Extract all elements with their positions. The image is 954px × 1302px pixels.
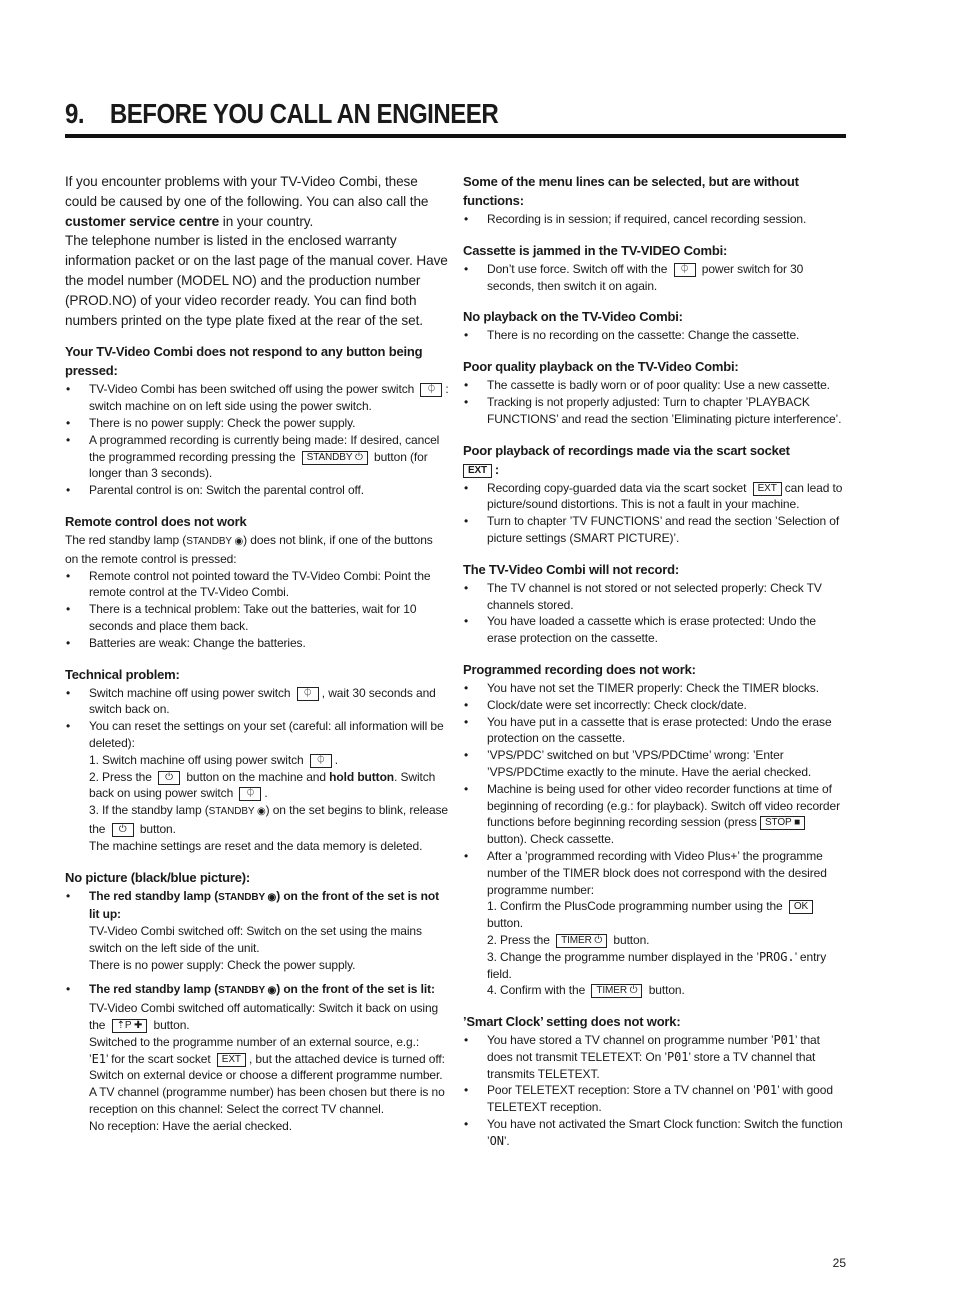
- standby-icon: ⏻: [112, 823, 134, 837]
- section-scart-playback: [463, 441, 847, 547]
- page-number: 25: [832, 1256, 846, 1270]
- section-heading: No picture (black/blue picture):: [65, 869, 251, 885]
- power-switch-icon: ⏀: [674, 263, 696, 277]
- timer-key-icon: TIMER ⏻: [556, 934, 607, 948]
- list-item: • The cassette is badly worn or of poor quality: Use a new cassette.: [463, 377, 847, 394]
- section-technical-problem: [65, 665, 449, 855]
- standby-lamp-icon: STANDBY ◉: [218, 985, 277, 997]
- list-item: • Tracking is not properly adjusted: Turn to chapter ’PLAYBACK FUNCTIONS’ and read the section ’Eliminating picture interference’.: [463, 394, 847, 428]
- timer-key-icon: TIMER ⏻: [591, 984, 642, 998]
- ok-key-icon: OK: [789, 900, 813, 914]
- section-heading: Some of the menu lines can be selected, but are without functions:: [463, 174, 799, 208]
- power-switch-icon: ⏀: [310, 754, 332, 768]
- list-item: • You have not activated the Smart Clock function: Switch the function ’ON’.: [463, 1116, 847, 1150]
- section-smart-clock: [463, 1012, 847, 1150]
- list-item: • Clock/date were set incorrectly: Check clock/date.: [463, 697, 847, 714]
- page-title: 9. BEFORE YOU CALL AN ENGINEER: [65, 98, 499, 129]
- section-programmed-recording: [463, 660, 847, 999]
- stop-key-icon: STOP ■: [760, 816, 805, 830]
- section-no-response: [65, 342, 449, 499]
- list-item: • ’VPS/PDC’ switched on but ’VPS/PDCtime’ wrong: ’Enter ’VPS/PDCtime exactly to the minute. Have the aerial checked.: [463, 747, 847, 781]
- section-will-not-record: [463, 560, 847, 647]
- list-item: • The TV channel is not stored or not selected properly: Check TV channels stored.: [463, 580, 847, 614]
- section-heading: Poor playback of recordings made via the scart socket EXT :: [463, 442, 790, 477]
- standby-key-icon: STANDBY ⏻: [302, 451, 368, 465]
- section-heading: No playback on the TV-Video Combi:: [463, 309, 683, 325]
- section-heading: Remote control does not work: [65, 513, 247, 529]
- power-switch-icon: ⏀: [239, 787, 261, 801]
- power-switch-icon: ⏀: [420, 383, 442, 397]
- standby-lamp-icon: STANDBY ◉: [186, 535, 244, 547]
- program-up-icon: ⇡P ✚: [112, 1019, 148, 1033]
- section-heading: ’Smart Clock’ setting does not work:: [463, 1014, 681, 1030]
- list-item: • TV-Video Combi has been switched off using the power switch ⏀ : switch machine on on left side using the power switch.: [65, 381, 449, 415]
- ext-key-icon: EXT: [217, 1053, 246, 1067]
- intro-text: If you encounter problems with your TV-Video Combi, these could be caused by one of the following. You can also call the customer service centre in your country. The telephone number is listed in the enclosed warranty information packet or on the last page of the manual cover. Have the model number (MODEL NO) and the production number (PROD.NO) of your video recorder ready. You can find both numbers printed on the type plate fixed at the rear of the set.: [65, 174, 448, 328]
- list-item: • Switch machine off using power switch ⏀ , wait 30 seconds and switch back on.: [65, 685, 449, 719]
- section-heading: Poor quality playback on the TV-Video Combi:: [463, 359, 739, 375]
- power-switch-icon: ⏀: [297, 687, 319, 701]
- list-item: • Turn to chapter ’TV FUNCTIONS’ and read the section ’Selection of picture settings (SMART PICTURE)’.: [463, 513, 847, 547]
- list-item: • Recording copy-guarded data via the scart socket EXT can lead to picture/sound distortions. This is not a fault in your machine.: [463, 480, 847, 514]
- list-item: • The red standby lamp (STANDBY ◉) on the front of the set is not lit up: TV-Video Combi switched off: Switch on the set using the mains switch on the left side of the unit. There is no power supply: Check the power supply.: [65, 888, 449, 974]
- list-item: • The red standby lamp (STANDBY ◉) on the front of the set is lit: TV-Video Combi switched off automatically: Switch it back on using the ⇡P ✚ button. Switched to the programme number of an external source, e.g.: ’E1’ for the scart socket EXT , but the attached device is turned off: Switch on external device or choose a different programme number. A TV channel (programme number) has been chosen but there is no reception on this channel: Select the correct TV channel. No reception: Have the aerial checked.: [65, 981, 449, 1134]
- ext-key-icon: EXT: [463, 464, 492, 478]
- section-no-picture: [65, 868, 449, 1135]
- section-heading: Your TV-Video Combi does not respond to any button being pressed:: [65, 344, 423, 379]
- list-item: • There is no recording on the cassette: Change the cassette.: [463, 327, 847, 344]
- section-menu-lines: [463, 172, 847, 228]
- section-heading: Technical problem:: [65, 666, 180, 682]
- list-item: • A programmed recording is currently being made: If desired, cancel the programmed recording pressing the STANDBY ⏻ button (for longer than 3 seconds).: [65, 432, 449, 482]
- list-item: • After a ’programmed recording with Video Plus+’ the programme number of the TIMER block does not correspond with the desired programme number: 1. Confirm the PlusCode programming number using the OK button. 2. Press the TIMER ⏻ button. 3. Change the programme number displayed in the ’PROG.’ entry field. 4. Confirm with the TIMER ⏻ button.: [463, 848, 847, 999]
- section-heading: Cassette is jammed in the TV-VIDEO Combi:: [463, 242, 728, 258]
- list-item: • Don’t use force. Switch off with the ⏀ power switch for 30 seconds, then switch it on again.: [463, 261, 847, 295]
- right-column: [463, 172, 847, 1163]
- left-column: [65, 172, 449, 1148]
- section-no-playback: [463, 307, 847, 344]
- list-item: • Batteries are weak: Change the batteries.: [65, 635, 449, 652]
- list-item: • You have stored a TV channel on programme number ’P01’ that does not transmit TELETEXT: On ’P01’ store a TV channel that transmits TELETEXT.: [463, 1032, 847, 1082]
- standby-icon: ⏻: [158, 771, 180, 785]
- title-rule: [65, 134, 846, 138]
- list-item: • You have put in a cassette that is erase protected: Undo the erase protection on the cassette.: [463, 714, 847, 748]
- list-item: • Machine is being used for other video recorder functions at time of beginning of recording (e.g.: for playback). Switch off video recorder functions before beginning recording session (press STOP ■ button). Check cassette.: [463, 781, 847, 848]
- list-item: • There is a technical problem: Take out the batteries, wait for 10 seconds and place them back.: [65, 601, 449, 635]
- section-heading: The TV-Video Combi will not record:: [463, 561, 679, 577]
- standby-lamp-icon: STANDBY ◉: [218, 891, 277, 903]
- standby-lamp-icon: STANDBY ◉: [208, 806, 266, 818]
- section-text: The red standby lamp (STANDBY ◉) does not blink, if one of the buttons on the remote control is pressed:: [65, 532, 433, 566]
- section-cassette-jammed: [463, 241, 847, 295]
- list-item: • Recording is in session; if required, cancel recording session.: [463, 211, 847, 228]
- section-heading: Programmed recording does not work:: [463, 661, 696, 677]
- list-item: • You can reset the settings on your set (careful: all information will be deleted): 1. Switch machine off using power switch ⏀ . 2. Press the ⏻ button on the machine and hold button. Switch back on using power switch ⏀ . 3. If the standby lamp (STANDBY ◉) on the set begins to blink, release the ⏻ button. The machine settings are reset and the data memory is deleted.: [65, 718, 449, 854]
- section-remote-control: [65, 512, 449, 652]
- list-item: • You have loaded a cassette which is erase protected: Undo the erase protection on the cassette.: [463, 613, 847, 647]
- list-item: • You have not set the TIMER properly: Check the TIMER blocks.: [463, 680, 847, 697]
- ext-key-icon: EXT: [753, 482, 782, 496]
- list-item: • Poor TELETEXT reception: Store a TV channel on ’P01’ with good TELETEXT reception.: [463, 1082, 847, 1116]
- list-item: • Parental control is on: Switch the parental control off.: [65, 482, 449, 499]
- list-item: • There is no power supply: Check the power supply.: [65, 415, 449, 432]
- list-item: • Remote control not pointed toward the TV-Video Combi: Point the remote control at the TV-Video Combi.: [65, 568, 449, 602]
- section-poor-quality: [463, 357, 847, 427]
